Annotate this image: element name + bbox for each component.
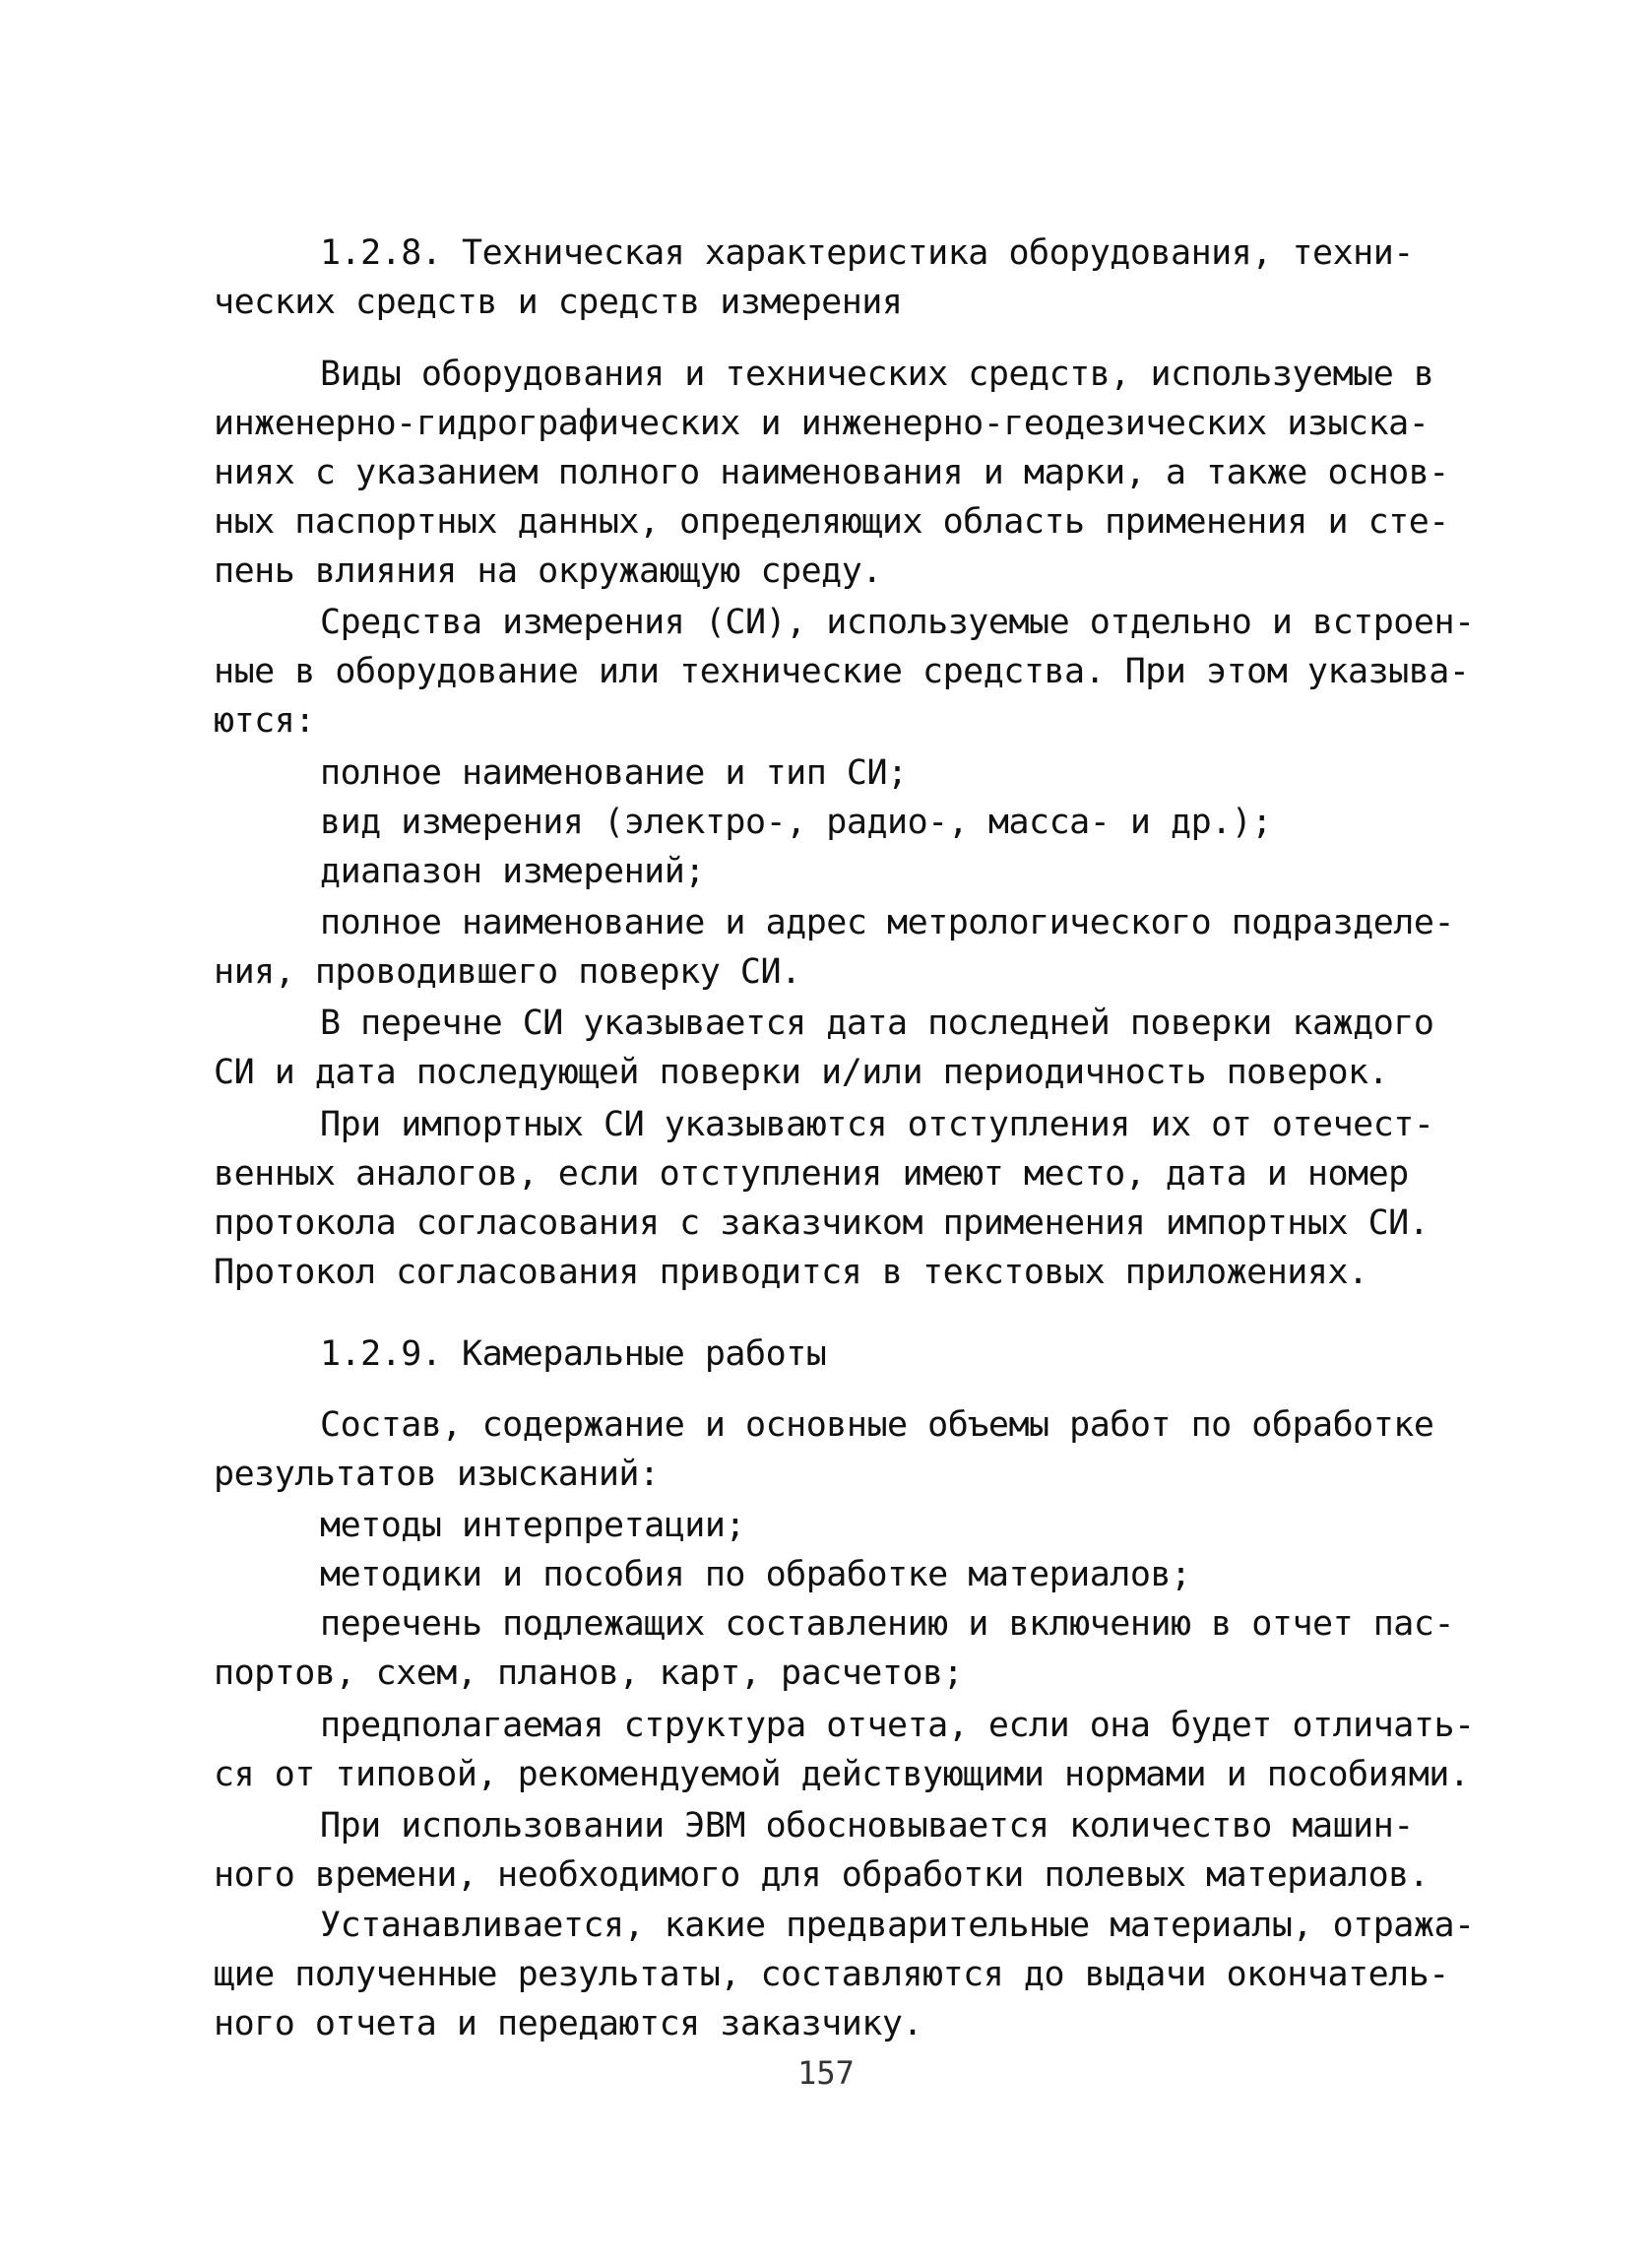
list-item: методики и пособия по обработке материалов;: [320, 1555, 1191, 1594]
paragraph-line: ного отчета и передаются заказчику.: [214, 2004, 923, 2043]
paragraph-line: СИ и дата последующей поверки и/или периодичность поверок.: [214, 1053, 1389, 1092]
section-1-2-8-heading: 1.2.8. Техническая характеристика оборудования, техни-: [320, 233, 1414, 273]
list-item: диапазон измерений;: [320, 852, 705, 891]
paragraph-line: ются:: [214, 701, 315, 741]
list-item: полное наименование и адрес метрологического подразделе-: [320, 903, 1455, 942]
list-item: полное наименование и тип СИ;: [320, 753, 908, 793]
paragraph-line: ного времени, необходимого для обработки полевых материалов.: [214, 1855, 1430, 1895]
list-item-cont: ния, проводившего поверку СИ.: [214, 952, 801, 992]
paragraph-line: Протокол согласования приводится в текстовых приложениях.: [214, 1253, 1368, 1292]
paragraph-line: результатов изысканий:: [214, 1455, 660, 1494]
section-1-2-8-heading-cont: ческих средств и средств измерения: [214, 283, 903, 322]
paragraph-line: Виды оборудования и технических средств, используемые в: [320, 355, 1434, 394]
paragraph-line: ниях с указанием полного наименования и марки, а также основ-: [214, 453, 1449, 492]
page-number: 157: [797, 2054, 855, 2092]
list-item-cont: ся от типовой, рекомендуемой действующими нормами и пособиями.: [214, 1755, 1470, 1794]
paragraph-line: венных аналогов, если отступления имеют место, дата и номер: [214, 1154, 1409, 1194]
paragraph-line: пень влияния на окружающую среду.: [214, 551, 882, 591]
list-item: предполагаемая структура отчета, если она будет отличать-: [320, 1706, 1475, 1745]
paragraph-line: При использовании ЭВМ обосновывается количество машин-: [320, 1806, 1414, 1846]
list-item: методы интерпретации;: [320, 1506, 746, 1545]
paragraph-line: Состав, содержание и основные объемы работ по обработке: [320, 1405, 1434, 1445]
paragraph-line: ных паспортных данных, определяющих область применения и сте-: [214, 502, 1449, 542]
paragraph-line: Средства измерения (СИ), используемые отдельно и встроен-: [320, 603, 1475, 642]
list-item-cont: портов, схем, планов, карт, расчетов;: [214, 1653, 964, 1693]
paragraph-line: При импортных СИ указываются отступления их от отечест-: [320, 1105, 1434, 1144]
paragraph-line: щие полученные результаты, составляются до выдачи окончатель-: [214, 1955, 1449, 1994]
paragraph-line: В перечне СИ указывается дата последней поверки каждого: [320, 1004, 1434, 1043]
list-item: перечень подлежащих составлению и включению в отчет пас-: [320, 1604, 1455, 1644]
paragraph-line: Устанавливается, какие предварительные материалы, отража-: [320, 1906, 1475, 1945]
paragraph-line: ные в оборудование или технические средства. При этом указыва-: [214, 652, 1470, 691]
list-item: вид измерения (электро-, радио-, масса- и др.);: [320, 803, 1272, 842]
section-1-2-9-heading: 1.2.9. Камеральные работы: [320, 1334, 827, 1374]
paragraph-line: протокола согласования с заказчиком применения импортных СИ.: [214, 1203, 1430, 1243]
paragraph-line: инженерно-гидрографических и инженерно-геодезических изыска-: [214, 404, 1430, 443]
